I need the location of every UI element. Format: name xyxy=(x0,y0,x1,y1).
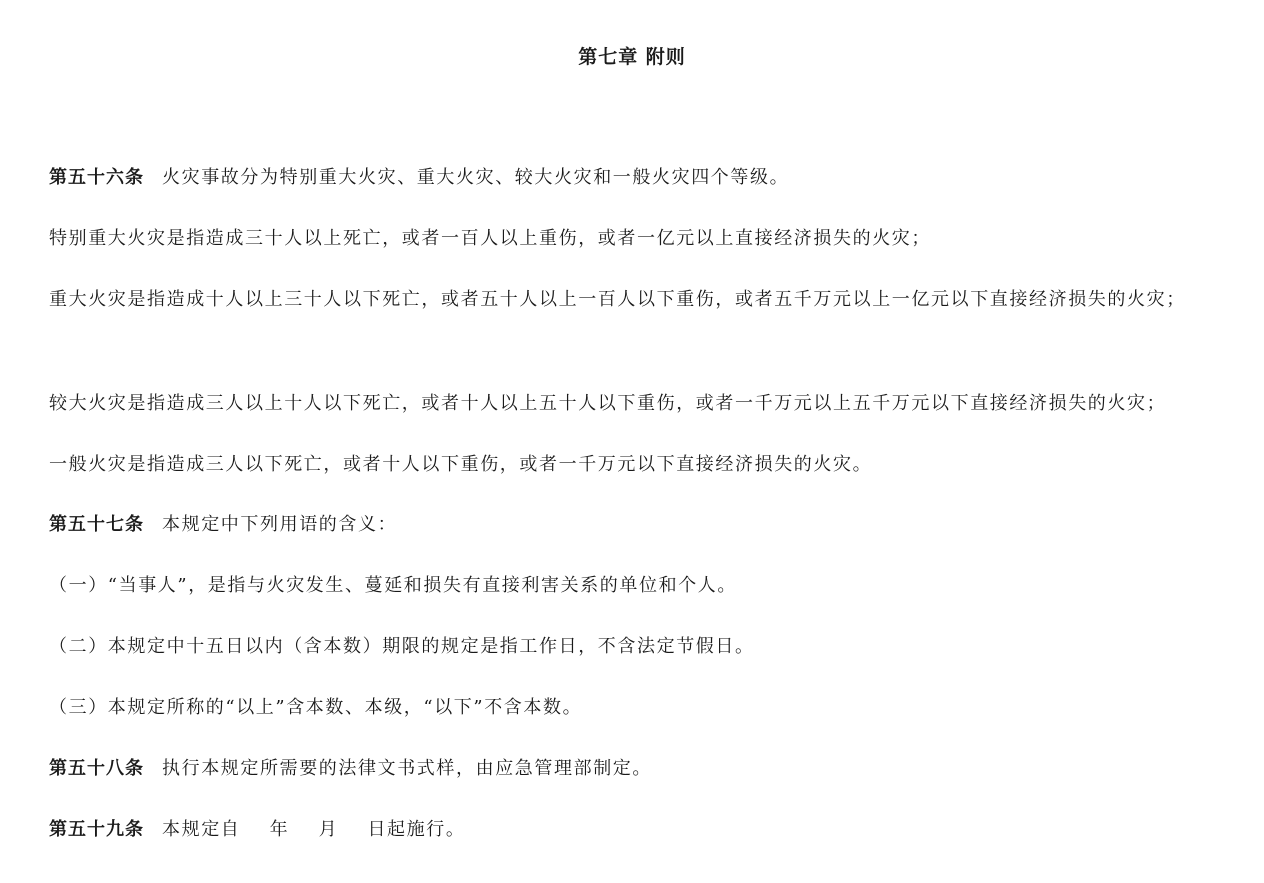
article-number: 第五十九条 xyxy=(49,819,144,840)
article-59 xyxy=(8,809,1256,851)
paragraph-general-fire: 一般火灾是指造成三人以下死亡，或者十人以下重伤，或者一千万元以下直接经济损失的火灾。 xyxy=(49,454,873,475)
paragraph-major-fire: 重大火灾是指造成十人以上三十人以下死亡，或者五十人以上一百人以下重伤，或者五千万元以上一亿元以下直接经济损失的火灾； xyxy=(49,289,1186,310)
article-number: 第五十八条 xyxy=(49,758,144,779)
paragraph-relatively-major-fire: 较大火灾是指造成三人以上十人以下死亡，或者十人以上五十人以下重伤，或者一千万元以上五千万元以下直接经济损失的火灾； xyxy=(49,393,1167,414)
list-item: （二）本规定中十五日以内（含本数）期限的规定是指工作日，不含法定节假日。 xyxy=(49,636,755,657)
article-text: 本规定自 年 月 日起施行。 xyxy=(162,819,466,840)
article-56 xyxy=(8,157,1256,199)
article-text: 火灾事故分为特别重大火灾、重大火灾、较大火灾和一般火灾四个等级。 xyxy=(162,167,790,188)
article-57 xyxy=(8,504,1256,546)
article-text: 执行本规定所需要的法律文书式样，由应急管理部制定。 xyxy=(162,758,652,779)
list-item: （一）“当事人”，是指与火灾发生、蔓延和损失有直接利害关系的单位和个人。 xyxy=(49,575,738,596)
article-number: 第五十七条 xyxy=(49,514,144,535)
list-item: （三）本规定所称的“以上”含本数、本级，“以下”不含本数。 xyxy=(49,697,583,718)
article-text: 本规定中下列用语的含义： xyxy=(162,514,398,535)
article-number: 第五十六条 xyxy=(49,167,144,188)
paragraph-especially-major-fire: 特别重大火灾是指造成三十人以上死亡，或者一百人以上重伤，或者一亿元以上直接经济损失的火灾； xyxy=(49,228,931,249)
article-58 xyxy=(8,748,1256,790)
chapter-title: 第七章 附则 xyxy=(578,46,686,68)
